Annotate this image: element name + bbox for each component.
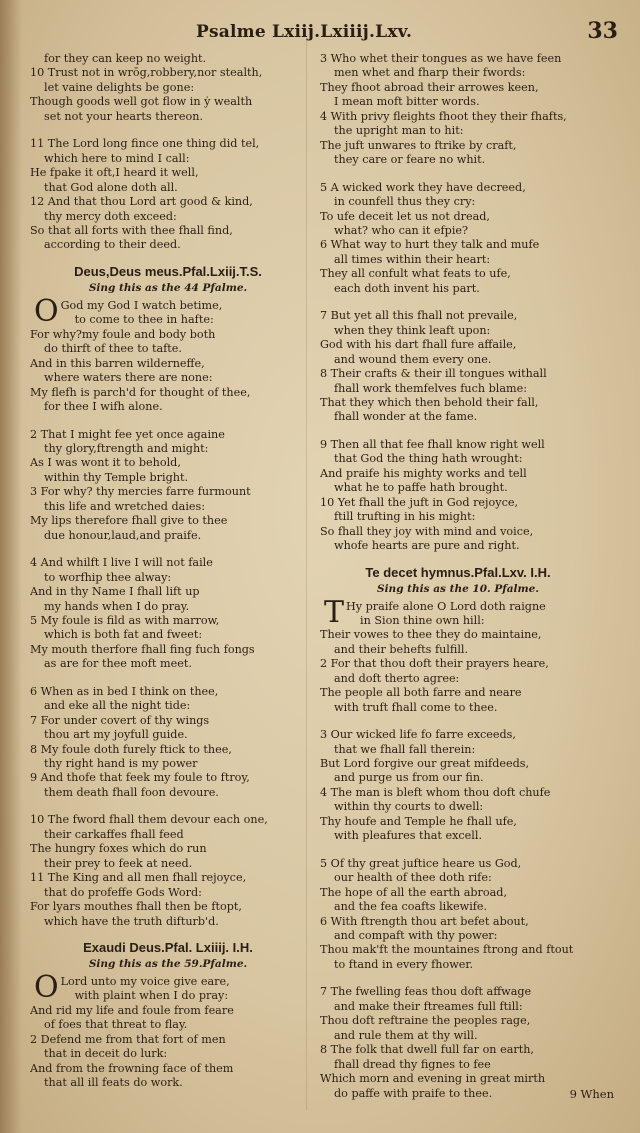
text-line: The people all both farre and neare xyxy=(320,686,522,700)
text-line: let vaine delights be gone: xyxy=(44,80,195,94)
text-line: He fpake it oft,I heard it well, xyxy=(30,166,199,180)
text-line: And praife his mighty works and tell xyxy=(320,466,527,480)
psalm-65-verses-3-4 xyxy=(320,728,596,844)
text-line: 5 Of thy great juftice heare us God, xyxy=(320,856,522,870)
text-line: 3 Who whet their tongues as we have feen xyxy=(320,52,562,65)
text-line: to ftand in every fhower. xyxy=(334,957,474,971)
text-line: with truft fhall come to thee. xyxy=(334,700,498,714)
drop-capital: O xyxy=(34,293,59,329)
text-line: 4 And whilft I live I will not faile xyxy=(30,556,213,570)
text-line: for they can keep no weight. xyxy=(44,52,207,65)
text-line: 9 And thofe that feek my foule to ftroy, xyxy=(30,771,250,785)
psalm-64-title: Exaudi Deus.Pfal. Lxiiij. I.H. xyxy=(83,940,253,956)
text-line: and wound them every one. xyxy=(334,352,492,366)
text-line: The hope of all the earth abroad, xyxy=(320,885,508,899)
text-line: each doth invent his part. xyxy=(334,281,480,295)
text-line: 3 For why? thy mercies farre furmount xyxy=(30,485,251,499)
psalm-64-verses-3-4 xyxy=(320,52,596,168)
text-line: That they which then behold their fall, xyxy=(320,395,539,409)
text-line: set not your hearts thereon. xyxy=(44,109,203,123)
text-line: within thy Temple bright. xyxy=(44,470,189,484)
text-line: them death fhall foon devoure. xyxy=(44,785,219,799)
text-line: 7 But yet all this fhall not prevaile, xyxy=(320,309,518,323)
text-line: 8 Their crafts & their ill tongues withall xyxy=(320,367,547,381)
text-line: 2 For that thou doft their prayers heare, xyxy=(320,657,549,671)
text-line: and make their ftreames full ftill: xyxy=(334,999,523,1013)
text-line: God with his dart fhall fure affaile, xyxy=(320,338,517,352)
psalm-64-verses-7-8 xyxy=(320,309,596,425)
text-line: their prey to feek at need. xyxy=(44,856,193,870)
text-line: all times within their heart: xyxy=(334,252,491,266)
text-line: their carkaffes fhall feed xyxy=(44,827,184,841)
drop-capital: T xyxy=(324,594,345,630)
text-line: Their vowes to thee they do maintaine, xyxy=(320,628,542,642)
text-line: which have the truth difturb'd. xyxy=(44,914,219,928)
text-line: and the fea coafts likewife. xyxy=(334,900,488,914)
text-line: 6 With ftrength thou art befet about, xyxy=(320,914,529,928)
text-line: Hy praife alone O Lord doth raigne xyxy=(346,599,546,613)
text-line: Though goods well got flow in ẏ wealth xyxy=(30,95,253,109)
text-line: 8 My foule doth furely ftick to thee, xyxy=(30,742,232,756)
psalm-64-verses-5-6 xyxy=(320,181,596,297)
text-line: with plaint when I do pray: xyxy=(74,989,229,1003)
text-line: They fhoot abroad their arrowes keen, xyxy=(320,80,539,94)
text-line: They all confult what feats to ufe, xyxy=(320,267,511,281)
text-line: due honour,laud,and praife. xyxy=(44,528,202,542)
text-line: And rid my life and foule from feare xyxy=(30,1003,234,1017)
text-line: So that all forts with thee fhall find, xyxy=(30,223,233,237)
text-line: where waters there are none: xyxy=(44,371,213,385)
right-column xyxy=(320,52,596,1101)
text-line: whofe hearts are pure and right. xyxy=(334,539,520,553)
psalm-63-verses-4-5 xyxy=(30,556,306,672)
text-line: Thy houfe and Temple he fhall ufe, xyxy=(320,814,517,828)
text-line: my hands when I do pray. xyxy=(44,599,190,613)
text-line: that we fhall fall therein: xyxy=(334,742,476,756)
text-line: do paffe with praife to thee. xyxy=(334,1086,493,1100)
psalm-62-verses-11-12 xyxy=(30,137,306,253)
text-line: men whet and fharp their fwords: xyxy=(334,66,526,80)
catchword: 9 When xyxy=(569,1087,614,1101)
text-line: in counfell thus they cry: xyxy=(334,195,476,209)
text-line: To ufe deceit let us not dread, xyxy=(320,209,490,223)
text-line: I mean moft bitter words. xyxy=(334,95,480,109)
psalm-64-verses-9-10 xyxy=(320,438,596,554)
psalm-63-verses-6-9 xyxy=(30,685,306,801)
psalm-64-verses-1-2 xyxy=(30,970,306,1091)
text-line: 5 My foule is fild as with marrow, xyxy=(30,613,220,627)
text-line: what he to paffe hath brought. xyxy=(334,481,508,495)
text-line: 5 A wicked work they have decreed, xyxy=(320,180,526,194)
text-line: that do profeffe Gods Word: xyxy=(44,885,202,899)
psalm-63-verses-10-11 xyxy=(30,813,306,929)
text-line: 12 And that thou Lord art good & kind, xyxy=(30,195,253,209)
text-line: which here to mind I call: xyxy=(44,151,190,165)
text-line: My flefh is parch'd for thought of thee, xyxy=(30,385,251,399)
text-line: Which morn and evening in great mirth xyxy=(320,1072,546,1086)
text-line: thy glory,ftrength and might: xyxy=(44,441,209,455)
psalm-63-verses-2-3 xyxy=(30,428,306,544)
psalm-65-verses-7-8 xyxy=(320,985,596,1101)
text-line: in Sion thine own hill: xyxy=(360,613,485,627)
text-line: when they think leaft upon: xyxy=(334,323,491,337)
text-line: And from the frowning face of them xyxy=(30,1061,234,1075)
psalm-65-title: Te decet hymnus.Pfal.Lxv. I.H. xyxy=(365,564,551,580)
text-line: 6 When as in bed I think on thee, xyxy=(30,684,219,698)
text-line: what? who can it efpie? xyxy=(334,223,469,237)
text-line: our health of thee doth rife: xyxy=(334,871,492,885)
text-line: 10 Yet fhall the juft in God rejoyce, xyxy=(320,495,519,509)
text-line: 7 The fwelling feas thou doft affwage xyxy=(320,985,532,999)
text-line: fhall work themfelves fuch blame: xyxy=(334,381,528,395)
text-line: fhall dread thy fignes to fee xyxy=(334,1057,491,1071)
text-line: as are for thee moft meet. xyxy=(44,657,192,671)
text-line: that God the thing hath wrought: xyxy=(334,452,523,466)
text-line: and compaft with thy power: xyxy=(334,929,498,943)
text-line: and their behefts fulfill. xyxy=(334,642,469,656)
text-line: 6 What way to hurt they talk and mufe xyxy=(320,238,540,252)
text-line: As I was wont it to behold, xyxy=(30,456,181,470)
text-line: The juft unwares to ftrike by craft, xyxy=(320,138,517,152)
text-line: God my God I watch betime, xyxy=(60,298,223,312)
psalm-63-verse-1 xyxy=(30,293,306,415)
text-line: to worfhip thee alway: xyxy=(44,570,172,584)
text-line: 11 The Lord long fince one thing did tel, xyxy=(30,137,260,151)
text-line: 10 The fword fhall them devour each one, xyxy=(30,813,268,827)
text-line: But Lord forgive our great mifdeeds, xyxy=(320,757,530,771)
text-line: 4 With privy fleights fhoot they their fhafts, xyxy=(320,109,567,123)
text-line: with pleafures that excell. xyxy=(334,829,483,843)
text-line: 10 Trust not in wrōg,robbery,nor stealth, xyxy=(30,66,263,80)
text-line: and eke all the night tide: xyxy=(44,699,191,713)
text-line: within thy courts to dwell: xyxy=(334,800,484,814)
psalm-65-tune: Sing this as the 10. Pfalme. xyxy=(376,582,539,595)
text-line: thy mercy doth exceed: xyxy=(44,209,177,223)
psalm-65-verses-5-6 xyxy=(320,857,596,973)
text-line: 11 The King and all men fhall rejoyce, xyxy=(30,871,247,885)
psalm-64-tune: Sing this as the 59.Pfalme. xyxy=(88,958,248,971)
text-line: 2 That I might fee yet once againe xyxy=(30,427,225,441)
text-line: thou art my joyfull guide. xyxy=(44,728,188,742)
text-line: And in thy Name I fhall lift up xyxy=(30,585,200,599)
running-header: Psalme Lxiij.Lxiiij.Lxv. xyxy=(196,22,413,42)
text-line: which is both fat and fweet: xyxy=(44,628,203,642)
drop-capital: O xyxy=(34,970,59,1006)
text-line: of foes that threat to flay. xyxy=(44,1018,188,1032)
text-line: that all ill feats do work. xyxy=(44,1076,183,1090)
text-line: and rule them at thy will. xyxy=(334,1028,478,1042)
column-divider xyxy=(306,40,307,1110)
text-line: Lord unto my voice give eare, xyxy=(60,975,230,989)
text-line: that God alone doth all. xyxy=(44,180,178,194)
text-line: 7 For under covert of thy wings xyxy=(30,713,210,727)
text-line: fhall wonder at the fame. xyxy=(334,410,478,424)
page-number: 33 xyxy=(587,18,618,44)
text-line: 9 Then all that fee fhall know right well xyxy=(320,437,545,451)
text-line: 2 Defend me from that fort of men xyxy=(30,1032,226,1046)
text-line: according to their deed. xyxy=(44,238,181,252)
text-line: 4 The man is bleft whom thou doft chufe xyxy=(320,785,551,799)
text-line: My mouth therfore fhall fing fuch fongs xyxy=(30,642,255,656)
text-line: do thirft of thee to tafte. xyxy=(44,342,182,356)
text-line: My lips therefore fhall give to thee xyxy=(30,514,228,528)
psalm-63-tune: Sing this as the 44 Pfalme. xyxy=(88,281,248,294)
text-line: that in deceit do lurk: xyxy=(44,1047,168,1061)
text-line: the upright man to hit: xyxy=(334,124,464,138)
text-line: So fhall they joy with mind and voice, xyxy=(320,524,534,538)
text-line: they care or feare no whit. xyxy=(334,153,486,167)
text-line: and doft therto agree: xyxy=(334,671,460,685)
text-line: 8 The folk that dwell full far on earth, xyxy=(320,1043,534,1057)
psalm-62-verses-10-end xyxy=(30,52,306,124)
text-line: Thou doft reftraine the peoples rage, xyxy=(320,1014,531,1028)
text-line: to come to thee in hafte: xyxy=(74,313,214,327)
left-column xyxy=(30,52,306,1091)
text-line: for thee I wifh alone. xyxy=(44,400,163,414)
text-line: The hungry foxes which do run xyxy=(30,842,207,856)
text-line: this life and wretched daies: xyxy=(44,499,206,513)
psalm-65-verses-1-2 xyxy=(320,594,596,716)
text-line: For lyars mouthes fhall then be ftopt, xyxy=(30,900,242,914)
text-line: And in this barren wilderneffe, xyxy=(30,356,205,370)
text-line: For why?my foule and body both xyxy=(30,327,216,341)
psalm-63-title: Deus,Deus meus.Pfal.Lxiij.T.S. xyxy=(74,263,262,279)
text-line: thy right hand is my power xyxy=(44,757,198,771)
text-line: Thou mak'ft the mountaines ftrong and ftout xyxy=(320,943,574,957)
text-line: and purge us from our fin. xyxy=(334,771,484,785)
text-line: ftill trufting in his might: xyxy=(334,510,476,524)
text-line: 3 Our wicked life fo farre exceeds, xyxy=(320,728,516,742)
